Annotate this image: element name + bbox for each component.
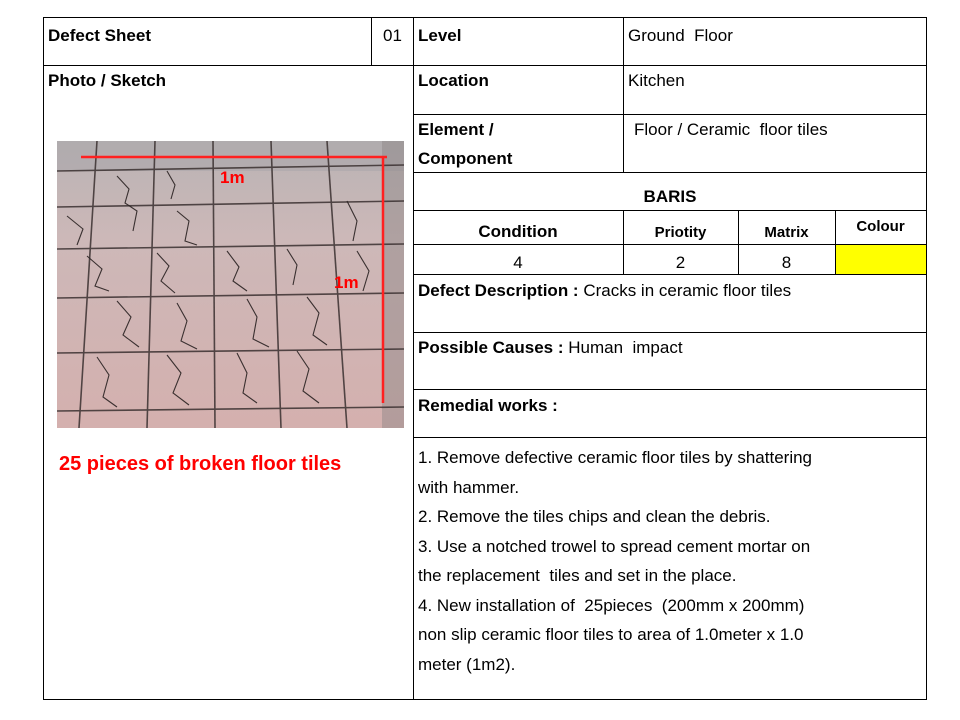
condition-value: 4 bbox=[513, 253, 523, 272]
remedial-line: with hammer. bbox=[418, 477, 520, 497]
row-divider bbox=[413, 274, 927, 275]
remedial-line: 1. Remove defective ceramic floor tiles by shattering bbox=[418, 448, 813, 467]
priority-value: 2 bbox=[675, 253, 686, 272]
horizontal-dimension-label: 1m bbox=[220, 168, 245, 187]
col-divider bbox=[413, 17, 414, 700]
table-border-top bbox=[43, 17, 927, 18]
sheet-number: 01 bbox=[383, 26, 402, 45]
row-divider bbox=[413, 389, 927, 390]
remedial-line: non slip ceramic floor tiles to area of 1.0meter x 1.0 bbox=[418, 625, 804, 644]
defect-description-label: Defect Description : bbox=[418, 281, 579, 300]
condition-header: Condition bbox=[478, 222, 558, 241]
remedial-works-list bbox=[418, 443, 918, 679]
vertical-dimension-label: 1m bbox=[334, 273, 359, 292]
row-divider bbox=[413, 114, 927, 115]
table-border-left bbox=[43, 17, 44, 700]
matrix-header: Matrix bbox=[764, 224, 809, 241]
col-divider bbox=[371, 17, 372, 65]
row-divider bbox=[43, 65, 927, 66]
table-border-bottom bbox=[43, 699, 927, 700]
element-label: Element / bbox=[418, 120, 494, 139]
level-value: Ground Floor bbox=[628, 26, 733, 45]
element-value: Floor / Ceramic floor tiles bbox=[634, 120, 828, 139]
row-divider bbox=[413, 172, 927, 173]
sheet-label: Defect Sheet bbox=[48, 26, 151, 45]
table-border-right bbox=[926, 17, 927, 700]
defect-description-value: Cracks in ceramic floor tiles bbox=[578, 281, 792, 300]
remedial-line: 3. Use a notched trowel to spread cement mortar on bbox=[418, 536, 811, 556]
baris-title: BARIS bbox=[643, 187, 697, 206]
component-label: Component bbox=[418, 149, 513, 168]
remedial-line: the replacement tiles and set in the place. bbox=[418, 566, 737, 585]
priority-header: Priotity bbox=[654, 224, 707, 241]
remedial-line: 2. Remove the tiles chips and clean the debris. bbox=[418, 507, 771, 526]
remedial-works-label: Remedial works : bbox=[418, 396, 558, 415]
defect-description bbox=[418, 281, 791, 301]
photo-sketch-label: Photo / Sketch bbox=[48, 71, 167, 90]
row-divider bbox=[413, 437, 927, 438]
photo-caption: 25 pieces of broken floor tiles bbox=[59, 453, 342, 475]
colour-swatch bbox=[836, 245, 926, 274]
row-divider bbox=[413, 210, 927, 211]
possible-causes-value: Human impact bbox=[563, 338, 683, 357]
row-divider bbox=[413, 332, 927, 333]
level-label: Level bbox=[418, 26, 462, 45]
colour-header: Colour bbox=[856, 218, 905, 235]
remedial-line: 4. New installation of 25pieces (200mm x 200mm) bbox=[418, 595, 805, 615]
matrix-value: 8 bbox=[781, 253, 792, 272]
possible-causes-label: Possible Causes : bbox=[418, 338, 564, 357]
remedial-line: meter (1m2). bbox=[418, 654, 516, 674]
possible-causes bbox=[418, 338, 683, 358]
location-label: Location bbox=[418, 71, 489, 90]
col-divider bbox=[623, 17, 624, 172]
location-value: Kitchen bbox=[628, 71, 685, 90]
